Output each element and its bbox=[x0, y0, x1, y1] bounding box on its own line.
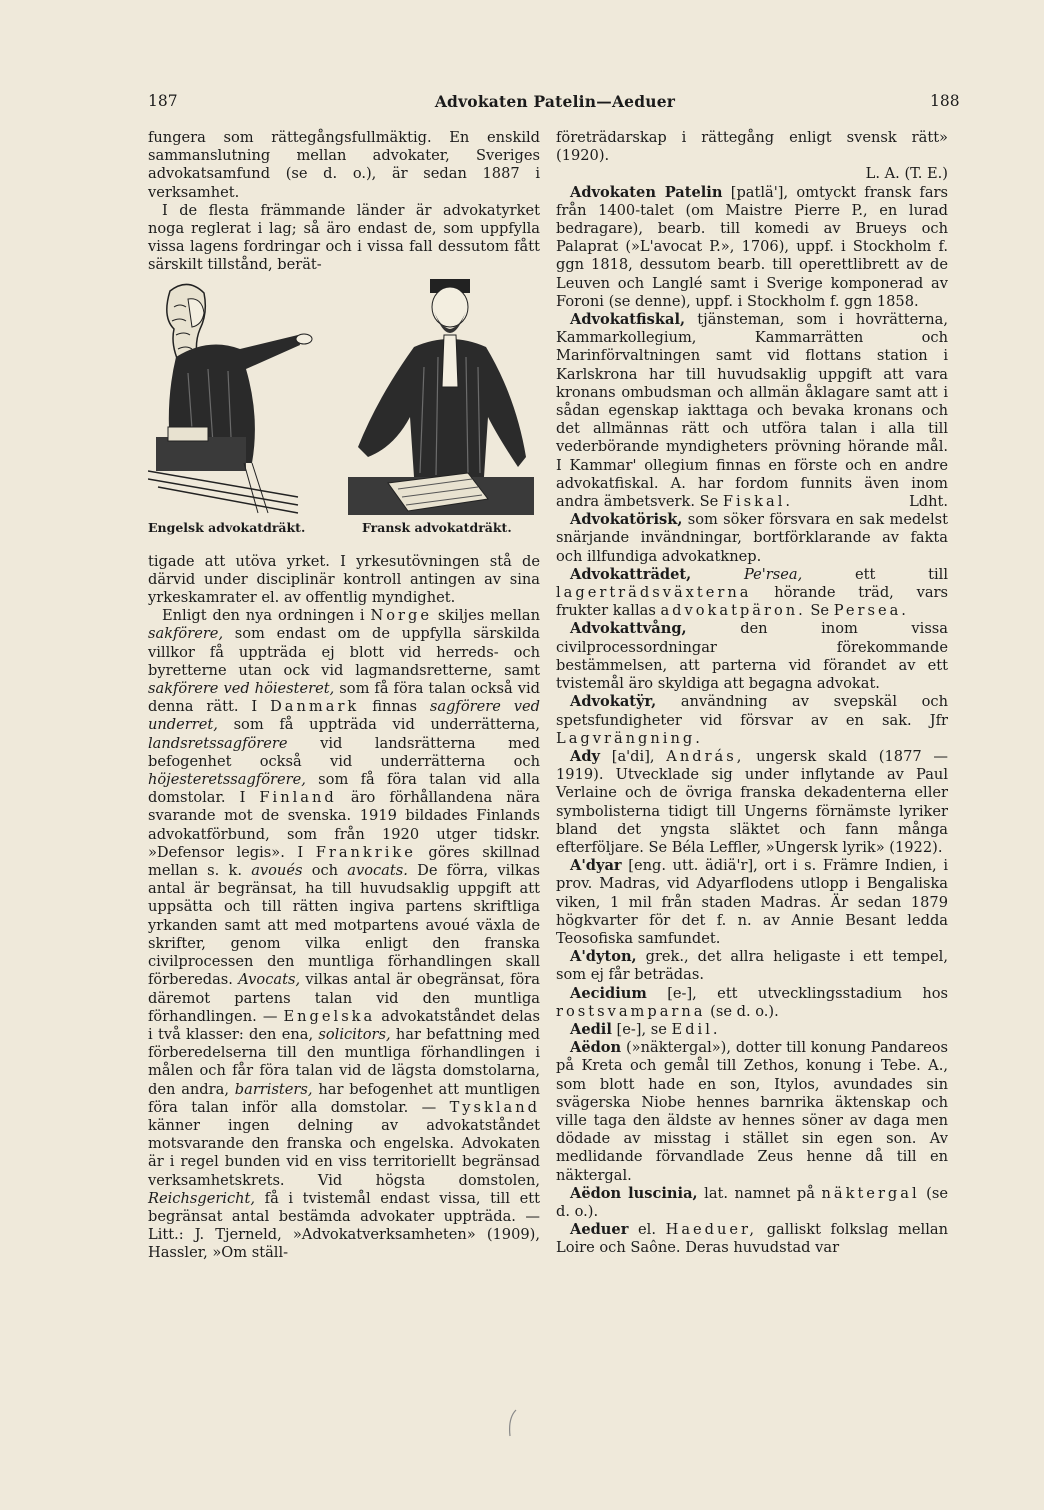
paragraph: tigade att utöva yrket. I yrkesutövningen stå de därvid under disciplinär kontroll antingen av sina yrkeskamrater el. av offentlig myndighet. bbox=[148, 552, 540, 607]
entry-advokaten-patelin: Advokaten Patelin [patlä'], omtyckt fransk fars från 1400-talet (om Maistre Pierre P., en lurad bedragare), bearb. till komedi av Brueys och Palaprat (»L'avocat P.», 1706), uppf. i Stockholm f. ggn 1818, dessutom bearb. till operettlibrett av de Leuven och Langlé samt i Sverige komponerad av Foroni (se denne), uppf. i Stockholm f. ggn 1858. bbox=[556, 183, 948, 310]
paragraph: fungera som rättegångsfullmäktig. En enskild sammanslutning mellan advokater, Sveriges advokatsamfund (se d. o.), är sedan 1887 i verksamhet. bbox=[148, 129, 540, 201]
entry-ady: Ady [a'di], András, ungersk skald (1877 —1919). Utvecklade sig under inflytande av Paul Verlaine och de övriga franska dekadenterna eller symbolisterna tidigt till Ungerns förnämste lyriker bland det yngsta släktet och fann många efterföljare. Se Béla Leffler, »Ungersk lyrik» (1922). bbox=[556, 747, 948, 856]
illustration-row bbox=[148, 277, 540, 549]
entry-adyar: A'dyar [eng. utt. ädiä'r], ort i s. Främre Indien, i prov. Madras, vid Adyarflodens utlopp i Bengaliska viken, 1 mil från staden Madras. Är sedan 1879 högkvarter för det f. n. av Annie Besant ledda Teosofiska samfundet. bbox=[556, 857, 948, 947]
entry-advokatyr: Advokatÿr, användning av svepskäl och spetsfundigheter vid försvar av en sak. Jfr Lagvrängning. bbox=[556, 693, 948, 747]
entry-aecidium: Aecidium [e-], ett utvecklingsstadium hos rostsvamparna (se d. o.). bbox=[556, 984, 948, 1020]
running-title: Advokaten Patelin—Aeduer bbox=[434, 92, 676, 111]
pencil-mark-icon bbox=[506, 1408, 520, 1438]
paragraph: I de flesta främmande länder är advokatyrket noga reglerat i lag; så äro endast de, som uppfylla vissa lagens fordringar och i vissa fall dessutom fått särskilt tillstånd, berät- bbox=[148, 201, 540, 274]
left-column bbox=[148, 129, 540, 1263]
entry-advokattradet: Advokatträdet, Pe'rsea, ett till lagerträdsväxterna hörande träd, vars frukter kallas advokatpäron. Se Persea. bbox=[556, 565, 948, 620]
entry-aedon-luscinia: Aëdon luscinia, lat. namnet på näktergal (se d. o.). bbox=[556, 1184, 948, 1220]
entry-advokattvang: Advokattvång, den inom vissa civilprocessordningar förekommande bestämmelsen, att parterna vid förandet av ett tvistemål äro skyldiga att begagna advokat. bbox=[556, 620, 948, 693]
paragraph: företrädarskap i rättegång enligt svensk rätt» (1920). bbox=[556, 129, 948, 165]
caption-french: Fransk advokatdräkt. bbox=[362, 519, 512, 535]
entry-advokatorisk: Advokatörisk, som söker försvara en sak medelst snärjande invändningar, bortförklarande av fakta och illfundiga advokatknep. bbox=[556, 511, 948, 565]
entry-aeduer: Aeduer el. Haeduer, galliskt folkslag mellan Loire och Saône. Deras huvudstad var bbox=[556, 1221, 948, 1257]
page-number-left: 187 bbox=[148, 92, 178, 110]
signature-line: L. A. (T. E.) bbox=[865, 165, 948, 183]
caption-english: Engelsk advokatdräkt. bbox=[148, 519, 306, 535]
right-column bbox=[556, 129, 948, 1258]
page-number-right: 188 bbox=[930, 92, 960, 110]
paragraph: Enligt den nya ordningen i Norge skiljes mellan sakförere, som endast om de uppfylla särskilda villkor få uppträda ej blott vid herreds- och byretterne utan ock vid lagmandsretterne, samt sakförere ved höiesteret, som få föra talan också vid denna rätt. I Danmark finnas sagförere ved underret, som få uppträda vid underrätterna, landsretssagförere vid landsrätterna med befogenhet också vid underrätterna och höjesteretssagförere, som få föra talan vid alla domstolar. I Finland äro förhållandena nära svarande mot de svenska. 1919 bildades Finlands advokatförbund, som från 1920 utger tidskr. »Defensor legis». I Frankrike göres skillnad mellan s. k. avoués och avocats. De förra, vilkas antal är begränsat, ha till huvudsaklig uppgift att uppsätta och till rätten ingiva partens skriftliga yrkanden samt att med motpartens avoué växla de skrifter, genom vilka enligt den franska civilprocessen den muntliga förhandlingen skall förberedas. Avocats, vilkas antal är obegränsat, föra däremot partens talan vid den muntliga förhandlingen. — Engelska advokatståndet delas i två klasser: den ena, solicitors, har befattning med förberedelserna till den muntliga förhandlingen i målen och får föra talan vid de lägsta domstolarna, den andra, barristers, har befogenhet att muntligen föra talan inför alla domstolar. — Tyskland känner ingen delning av advokatståndet motsvarande den franska och engelska. Advokaten är i regel bunden vid en viss territoriellt begränsad verksamhetskrets. Vid högsta domstolen, Reichsgericht, få i tvistemål endast vissa, till ett begränsat antal bestämda advokater uppträda. — Litt.: J. Tjerneld, »Advokatverksamheten» (1909), Hassler, »Om ställ- bbox=[148, 607, 541, 1262]
entry-adyton: A'dyton, grek., det allra heligaste i ett tempel, som ej får beträdas. bbox=[556, 948, 948, 984]
entry-aedon: Aëdon (»näktergal»), dotter till konung Pandareos på Kreta och gemål till Zethos, konung i Tebe. A., som blott hade en son, Itylos, avundades sin svägerska Niobe hennes barnrika äktenskap och ville taga den äldste av hennes söner av daga men dödade av misstag i stället sin egen son. Av medlidande förvandlade Zeus henne då till en näktergal. bbox=[556, 1039, 948, 1184]
entry-advokatfiskal: Advokatfiskal, tjänsteman, som i hovrätterna, Kammarkollegium, Kammarrätten och Marinförvaltningen samt vid flottans station i Karlskrona har till huvudsaklig uppgift att vara kronans ombudsman och allmän åklagare samt att i sådan egenskap iakttaga och bevaka kronans och det allmännas rätt och utföra talan i alla till vederbörande myndigheters prövning hörande mål. I Kammar' ollegium finnas en förste och en andre advokatfiskal. A. har fordom funnits även inom andra ämbetsverk. Se Fiskal. Ldht. bbox=[556, 311, 948, 511]
entry-aedil: Aedil [e-], se Edil. bbox=[570, 1020, 721, 1038]
french-lawyer-illustration bbox=[348, 277, 534, 515]
english-lawyer-illustration bbox=[148, 277, 318, 515]
